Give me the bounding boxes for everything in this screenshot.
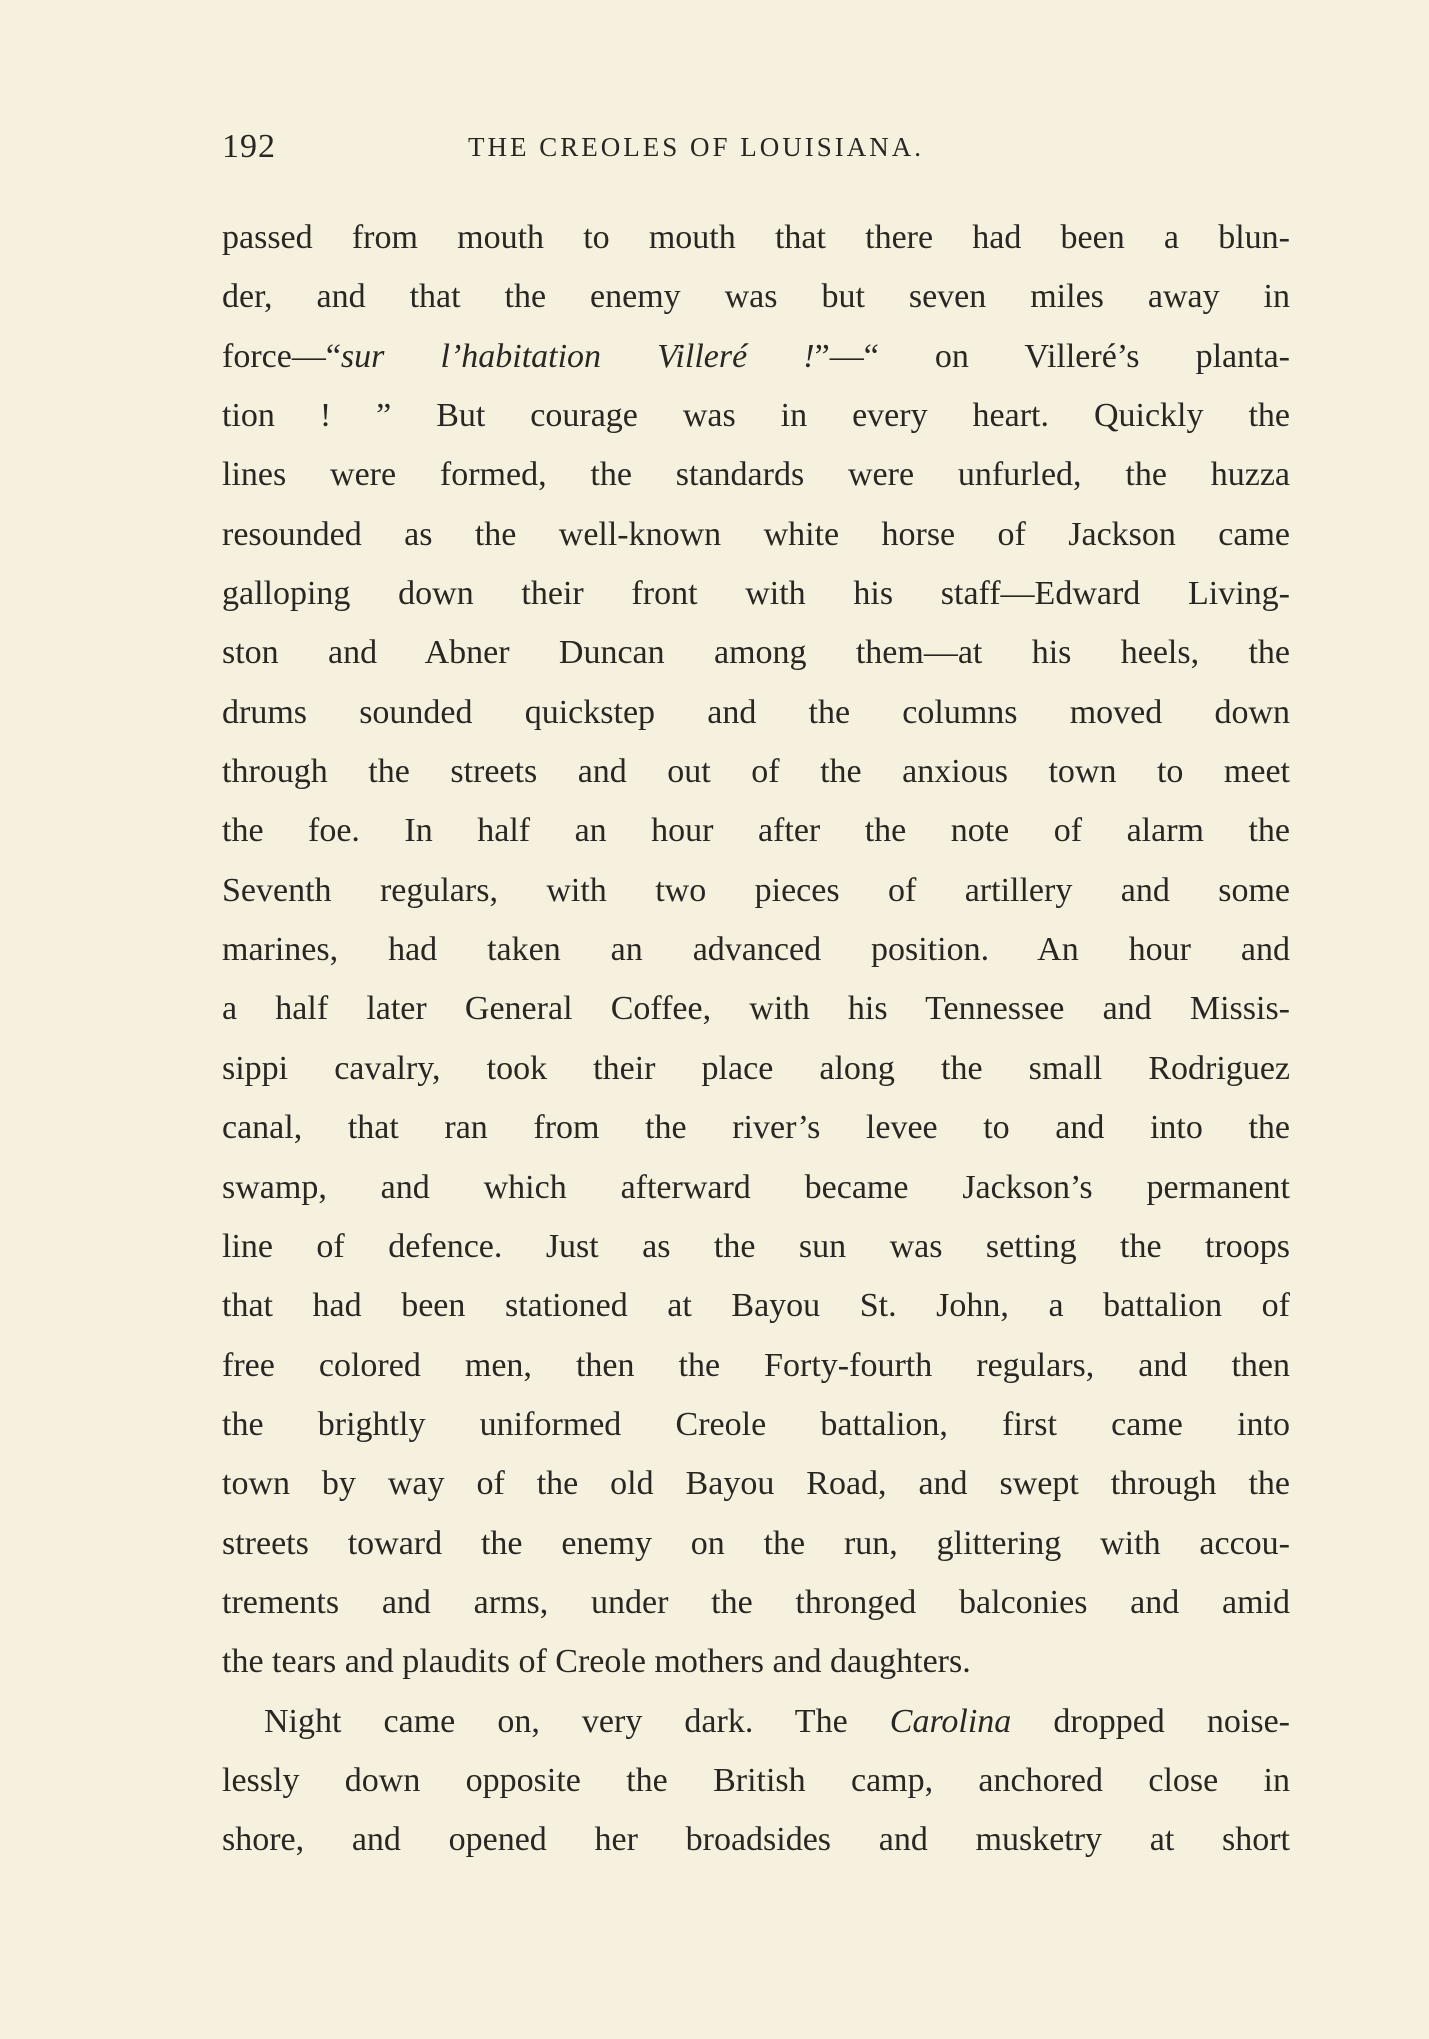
- text-line: drums sounded quickstep and the columns moved down: [222, 693, 1290, 731]
- text-line: line of defence. Just as the sun was setting the troops: [222, 1227, 1290, 1265]
- text-line: the brightly uniformed Creole battalion, first came into: [222, 1405, 1290, 1443]
- italic-phrase: sur l’habitation Villeré !: [340, 337, 815, 375]
- text-line: swamp, and which afterward became Jackson’s permanent: [222, 1168, 1290, 1206]
- text-line: sippi cavalry, took their place along the small Rodriguez: [222, 1049, 1290, 1087]
- text-line: shore, and opened her broadsides and musketry at short: [222, 1821, 1290, 1859]
- text-line: trements and arms, under the thronged balconies and amid: [222, 1583, 1290, 1621]
- page-number: 192: [222, 128, 276, 165]
- text-line: the foe. In half an hour after the note of alarm the: [222, 812, 1290, 850]
- text-line: galloping down their front with his staff—Edward Living-: [222, 575, 1290, 613]
- body-text: [222, 208, 1290, 1870]
- text-line: Night came on, very dark. The Carolina dropped noise-: [264, 1702, 1290, 1740]
- text-line: lessly down opposite the British camp, anchored close in: [222, 1761, 1290, 1799]
- text-line: town by way of the old Bayou Road, and swept through the: [222, 1465, 1290, 1503]
- text-line: that had been stationed at Bayou St. John, a battalion of: [222, 1287, 1290, 1325]
- text-line: through the streets and out of the anxious town to meet: [222, 753, 1290, 791]
- text-line: der, and that the enemy was but seven miles away in: [222, 278, 1290, 316]
- text-line: the tears and plaudits of Creole mothers and daughters.: [222, 1643, 971, 1681]
- text-line: passed from mouth to mouth that there had been a blun-: [222, 219, 1290, 256]
- text-line: marines, had taken an advanced position. An hour and: [222, 931, 1290, 969]
- text-line: lines were formed, the standards were unfurled, the huzza: [222, 456, 1290, 494]
- text-line: resounded as the well-known white horse of Jackson came: [222, 515, 1290, 553]
- text-line: a half later General Coffee, with his Tennessee and Missis-: [222, 990, 1290, 1028]
- text-line: free colored men, then the Forty-fourth regulars, and then: [222, 1346, 1290, 1384]
- italic-ship-name: Carolina: [889, 1702, 1012, 1740]
- text-line: force—“sur l’habitation Villeré !”—“ on Villeré’s planta-: [222, 337, 1290, 375]
- text-line: streets toward the enemy on the run, glittering with accou-: [222, 1524, 1290, 1562]
- text-line: tion ! ” But courage was in every heart. Quickly the: [222, 397, 1290, 435]
- text-line: canal, that ran from the river’s levee to and into the: [222, 1109, 1290, 1147]
- page-header: [222, 128, 1290, 178]
- running-title: THE CREOLES OF LOUISIANA.: [468, 132, 924, 162]
- text-line: ston and Abner Duncan among them—at his heels, the: [222, 634, 1290, 672]
- text-line: Seventh regulars, with two pieces of artillery and some: [222, 871, 1290, 909]
